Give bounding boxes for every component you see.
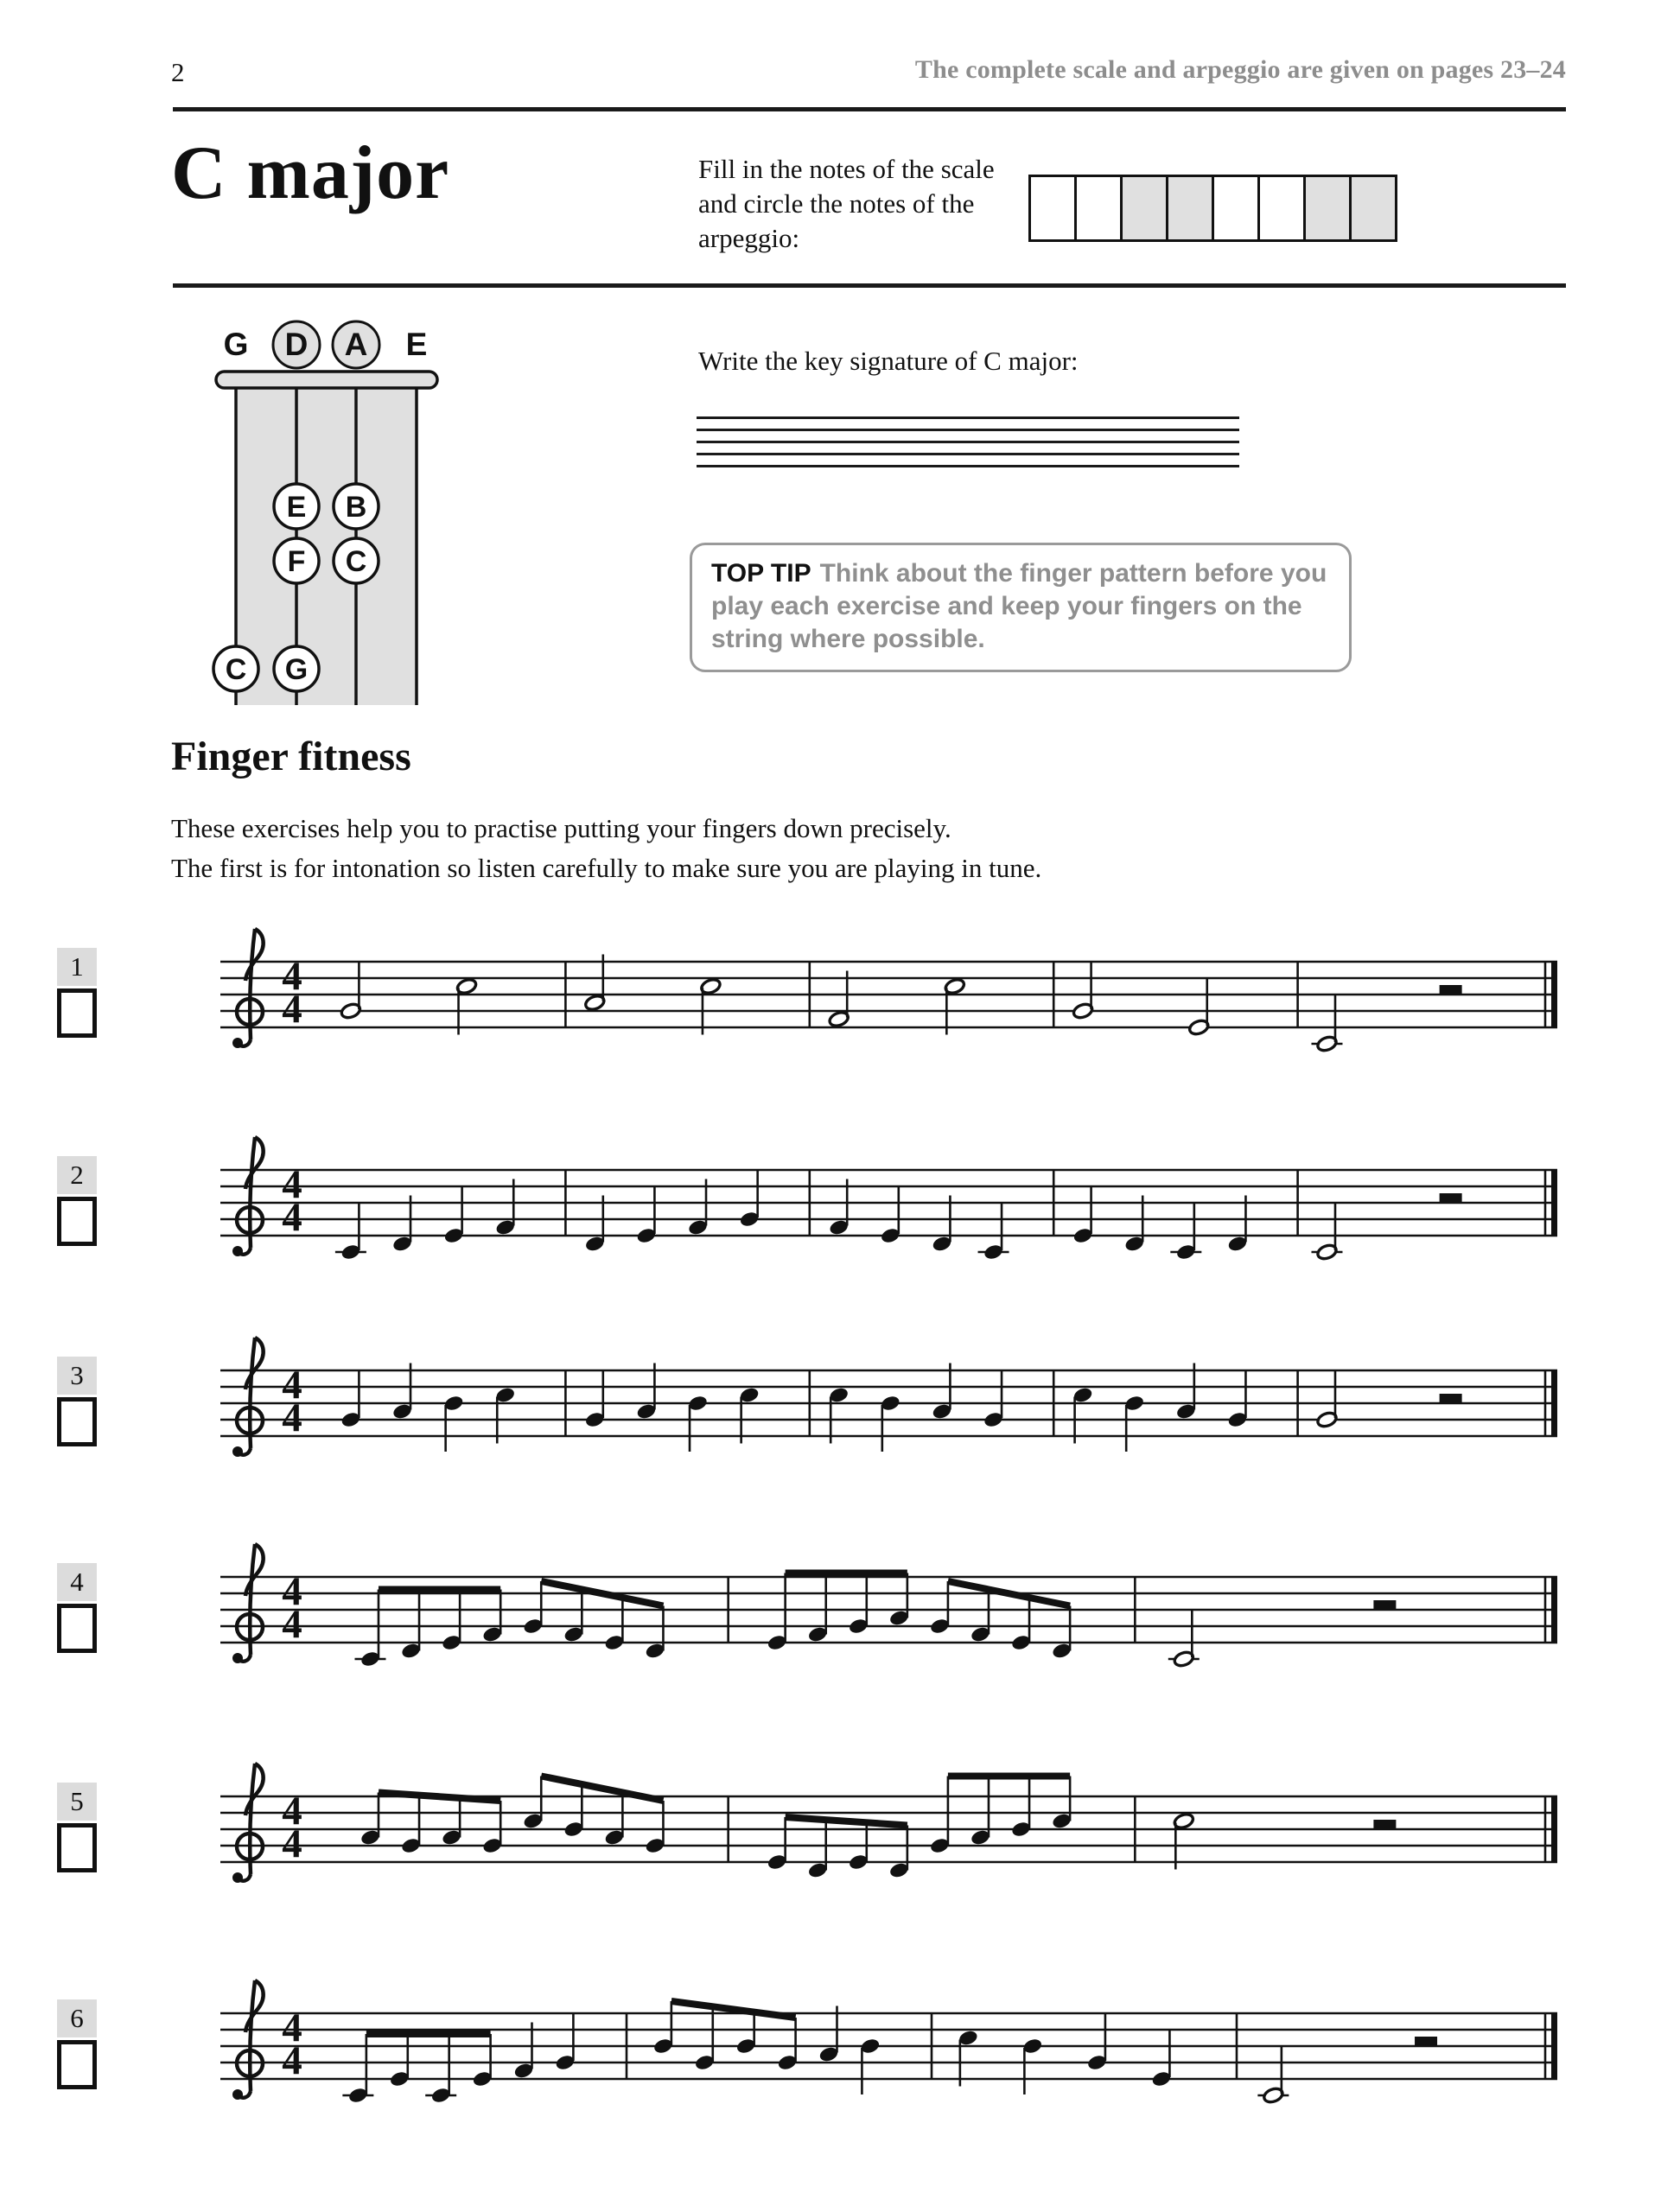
svg-text:4: 4 <box>282 954 302 999</box>
svg-text:4: 4 <box>282 2038 302 2083</box>
exercise-number: 4 <box>57 1563 97 1601</box>
exercise-staff-1 <box>0 910 1661 1083</box>
scale-cell-5[interactable] <box>1212 175 1260 242</box>
svg-text:4: 4 <box>282 1195 302 1240</box>
svg-text:4: 4 <box>282 987 302 1032</box>
svg-text:C: C <box>345 545 367 578</box>
staff-line <box>697 441 1239 443</box>
scale-cell-1[interactable] <box>1028 175 1077 242</box>
top-tip-label: TOP TIP <box>711 559 811 588</box>
scale-cell-6[interactable] <box>1257 175 1306 242</box>
paragraph-line-2: The first is for intonation so listen carefully to make sure you are playing in tune. <box>171 853 1042 883</box>
key-signature-staff[interactable] <box>697 416 1239 470</box>
staff-line <box>697 465 1239 467</box>
svg-text:4: 4 <box>282 1162 302 1207</box>
svg-text:4: 4 <box>282 1569 302 1614</box>
scale-cell-3 <box>1120 175 1168 242</box>
staff-line <box>697 416 1239 419</box>
svg-text:4: 4 <box>282 1821 302 1866</box>
scale-cell-4 <box>1166 175 1214 242</box>
svg-text:4: 4 <box>282 1363 302 1408</box>
svg-text:G: G <box>223 327 249 362</box>
scale-cell-8 <box>1349 175 1397 242</box>
paragraph-line-1: These exercises help you to practise putting your fingers down precisely. <box>171 813 951 843</box>
svg-text:D: D <box>284 327 309 362</box>
exercise-staff-4 <box>0 1525 1661 1698</box>
scale-cell-7 <box>1303 175 1352 242</box>
svg-text:4: 4 <box>282 1602 302 1647</box>
section-heading: Finger fitness <box>171 734 411 779</box>
page-title: C major <box>171 131 450 215</box>
svg-text:B: B <box>345 491 367 524</box>
fingerboard-diagram <box>201 318 461 724</box>
svg-text:F: F <box>287 545 306 578</box>
top-tip-box <box>690 543 1352 672</box>
exercise-number: 6 <box>57 1999 97 2037</box>
exercise-staff-2 <box>0 1118 1661 1291</box>
staff-line <box>697 429 1239 431</box>
staff-line <box>697 453 1239 455</box>
top-tip-text: Think about the finger pattern before you play each exercise and keep your fingers on the string where possible. <box>711 559 1327 653</box>
svg-text:C: C <box>225 653 247 686</box>
svg-text:G: G <box>284 653 309 686</box>
svg-text:E: E <box>286 491 307 524</box>
key-signature-instruction: Write the key signature of C major: <box>698 346 1079 376</box>
exercise-staff-5 <box>0 1745 1661 1917</box>
exercise-number: 1 <box>57 948 97 986</box>
scale-fill-boxes <box>1028 175 1397 242</box>
svg-text:4: 4 <box>282 1395 302 1440</box>
header-rule <box>173 107 1566 111</box>
svg-text:4: 4 <box>282 1789 302 1834</box>
header-note: The complete scale and arpeggio are given on pages 23–24 <box>914 55 1566 84</box>
section-paragraph <box>171 809 1041 888</box>
page-number: 2 <box>171 57 185 87</box>
title-rule <box>173 283 1566 288</box>
scale-fill-instruction: Fill in the notes of the scale and circle the notes of the arpeggio: <box>698 154 995 253</box>
exercise-number: 2 <box>57 1156 97 1194</box>
svg-text:4: 4 <box>282 2005 302 2050</box>
scale-cell-2[interactable] <box>1074 175 1123 242</box>
exercise-number: 3 <box>57 1357 97 1395</box>
exercise-staff-6 <box>0 1961 1661 2134</box>
svg-text:A: A <box>344 327 368 362</box>
svg-text:E: E <box>405 327 428 362</box>
exercise-staff-3 <box>0 1319 1661 1491</box>
exercise-number: 5 <box>57 1783 97 1821</box>
